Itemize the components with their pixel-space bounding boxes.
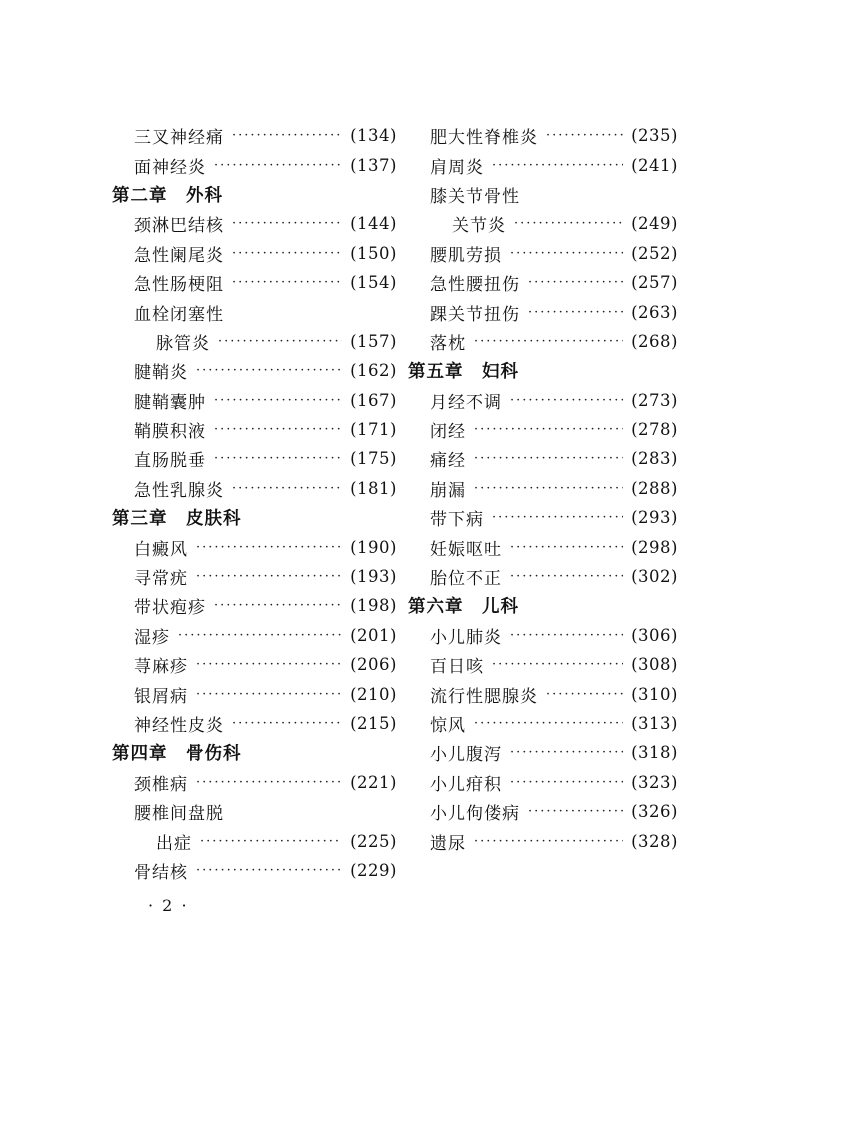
toc-entry [112,415,397,444]
toc-entry [408,562,678,591]
toc-entry [112,150,397,179]
toc-entry [112,444,397,473]
entry-page-number: (298) [631,537,678,557]
dot-leader [492,158,623,173]
entry-page-number: (249) [631,214,678,234]
entry-page-number: (201) [350,625,397,645]
dot-leader [492,510,623,525]
toc-entry [408,444,678,473]
toc-entry [112,532,397,561]
dot-leader [200,834,342,849]
entry-page-number: (308) [631,655,678,675]
entry-page-number: (162) [350,361,397,381]
entry-page-number: (154) [350,273,397,293]
dot-leader [510,745,623,760]
dot-leader [196,687,342,702]
dot-leader [546,687,623,702]
entry-page-number: (257) [631,273,678,293]
entry-page-number: (171) [350,420,397,440]
dot-leader [510,775,623,790]
toc-entry [408,768,678,797]
dot-leader [232,246,342,261]
entry-title: 腱鞘炎 [134,363,188,384]
chapter-title: 第六章 儿科 [408,597,519,618]
entry-page-number: (193) [350,567,397,587]
entry-title: 腰椎间盘脱 [134,804,224,825]
entry-page-number: (190) [350,537,397,557]
entry-page-number: (157) [350,331,397,351]
entry-title: 三叉神经痛 [134,128,224,149]
toc-entry [112,474,397,503]
entry-page-number: (328) [631,831,678,851]
entry-title: 遗尿 [430,833,466,854]
toc-entry [408,415,678,444]
toc-entry [112,650,397,679]
entry-page-number: (263) [631,302,678,322]
entry-page-number: (310) [631,684,678,704]
entry-page-number: (206) [350,655,397,675]
entry-title: 肩周炎 [430,157,484,178]
dot-leader [214,451,342,466]
dot-leader [196,775,342,790]
entry-page-number: (326) [631,802,678,822]
entry-title: 落枕 [430,333,466,354]
toc-entry [112,327,397,356]
entry-title: 肥大性脊椎炎 [430,128,538,149]
chapter-heading [112,180,397,209]
entry-page-number: (313) [631,714,678,733]
entry-title: 惊风 [430,716,466,736]
dot-leader [474,716,623,731]
entry-title: 急性阑尾炎 [134,245,224,266]
toc-entry [112,826,397,855]
entry-page-number: (137) [350,155,397,175]
chapter-title: 第二章 外科 [112,185,223,206]
entry-title: 流行性腮腺炎 [430,686,538,707]
toc-entry [408,503,678,532]
dot-leader [196,540,342,555]
entry-title: 神经性皮炎 [134,716,224,736]
entry-title: 胎位不正 [430,569,502,590]
page-number: · 2 · [148,896,189,915]
entry-title: 湿疹 [134,627,170,648]
dot-leader [214,393,342,408]
toc-entry [408,738,678,767]
entry-title: 急性乳腺炎 [134,480,224,501]
entry-title: 带下病 [430,510,484,531]
entry-title: 小儿腹泻 [430,745,502,766]
dot-leader [196,569,342,584]
toc-entry [408,797,678,826]
entry-title: 白癜风 [134,539,188,560]
entry-title: 脉管炎 [156,333,210,354]
entry-page-number: (288) [631,478,678,498]
toc-entry [408,150,678,179]
dot-leader [218,334,342,349]
entry-page-number: (323) [631,772,678,792]
entry-page-number: (225) [350,831,397,851]
dot-leader [214,422,342,437]
entry-title: 踝关节扭伤 [430,304,520,325]
entry-page-number: (278) [631,420,678,440]
toc-entry [112,209,397,238]
toc-entry [408,121,678,150]
entry-title: 血栓闭塞性 [134,304,224,325]
dot-leader [214,598,342,613]
entry-title: 小儿肺炎 [430,627,502,648]
entry-page-number: (181) [350,478,397,498]
chapter-title: 第四章 骨伤科 [112,744,242,765]
dot-leader [546,128,623,143]
entry-title: 小儿佝偻病 [430,804,520,825]
entry-page-number: (150) [350,243,397,263]
toc-entry [112,856,397,885]
toc-entry [112,562,397,591]
dot-leader [178,628,342,643]
entry-title: 直肠脱垂 [134,451,206,472]
dot-leader [474,422,623,437]
entry-title: 骨结核 [134,862,188,883]
dot-leader [232,481,342,496]
toc-entry [408,650,678,679]
dot-leader [510,393,623,408]
entry-title: 闭经 [430,422,466,443]
toc-entry [408,180,678,209]
toc-entry [408,679,678,708]
dot-leader [196,657,342,672]
entry-page-number: (283) [631,449,678,469]
toc-entry [112,768,397,797]
entry-page-number: (134) [350,126,397,146]
entry-title: 膝关节骨性 [430,186,520,207]
dot-leader [514,216,623,231]
dot-leader [232,275,342,290]
entry-title: 急性腰扭伤 [430,275,520,296]
entry-page-number: (318) [631,743,678,763]
entry-title: 颈椎病 [134,774,188,795]
entry-page-number: (229) [350,860,397,880]
entry-title: 崩漏 [430,480,466,501]
dot-leader [474,481,623,496]
entry-title: 腰肌劳损 [430,245,502,266]
dot-leader [528,275,623,290]
dot-leader [214,158,342,173]
chapter-heading [112,503,397,532]
dot-leader [510,540,623,555]
toc-entry [112,121,397,150]
dot-leader [196,863,342,878]
dot-leader [528,804,623,819]
dot-leader [196,363,342,378]
dot-leader [474,451,623,466]
chapter-heading [408,591,678,620]
entry-page-number: (175) [350,449,397,469]
entry-page-number: (235) [631,126,678,146]
entry-title: 腱鞘囊肿 [134,392,206,413]
toc-entry [112,679,397,708]
toc-entry [408,268,678,297]
entry-page-number: (293) [631,508,678,528]
entry-title: 鞘膜积液 [134,422,206,443]
entry-title: 荨麻疹 [134,657,188,678]
toc-entry [112,297,397,326]
entry-page-number: (144) [350,214,397,234]
entry-title: 面神经炎 [134,157,206,178]
dot-leader [232,216,342,231]
entry-title: 痛经 [430,451,466,472]
entry-page-number: (302) [631,567,678,587]
toc-entry [408,209,678,238]
entry-title: 月经不调 [430,392,502,413]
chapter-title: 第五章 妇科 [408,362,519,383]
entry-title: 百日咳 [430,657,484,678]
toc-entry [408,239,678,268]
toc-entry [408,532,678,561]
entry-page-number: (198) [350,596,397,616]
toc-entry [408,386,678,415]
entry-page-number: (306) [631,625,678,645]
entry-title: 颈淋巴结核 [134,216,224,237]
toc-left-column [112,121,397,885]
dot-leader [510,628,623,643]
toc-entry [408,709,678,738]
entry-page-number: (221) [350,772,397,792]
toc-entry [112,621,397,650]
dot-leader [510,569,623,584]
dot-leader [528,305,623,320]
entry-page-number: (268) [631,331,678,351]
chapter-heading [112,738,397,767]
entry-title: 小儿疳积 [430,774,502,795]
chapter-heading [408,356,678,385]
entry-title: 带状疱疹 [134,598,206,619]
toc-entry [112,239,397,268]
toc-entry [112,356,397,385]
entry-title: 急性肠梗阻 [134,275,224,296]
dot-leader [474,334,623,349]
entry-title: 关节炎 [452,216,506,237]
toc-entry [408,327,678,356]
entry-page-number: (273) [631,390,678,410]
dot-leader [510,246,623,261]
entry-title: 寻常疣 [134,569,188,590]
toc-right-column [408,121,678,856]
toc-entry [408,297,678,326]
entry-page-number: (252) [631,243,678,263]
entry-title: 银屑病 [134,686,188,707]
dot-leader [492,657,623,672]
entry-title: 出症 [156,833,192,854]
entry-page-number: (215) [350,714,397,733]
entry-page-number: (167) [350,390,397,410]
dot-leader [232,716,342,731]
toc-entry [408,474,678,503]
entry-page-number: (210) [350,684,397,704]
toc-entry [112,591,397,620]
toc-entry [408,621,678,650]
toc-entry [112,797,397,826]
entry-page-number: (241) [631,155,678,175]
dot-leader [232,128,342,143]
toc-entry [408,826,678,855]
toc-entry [112,386,397,415]
entry-title: 妊娠呕吐 [430,539,502,560]
toc-entry [112,268,397,297]
chapter-title: 第三章 皮肤科 [112,509,242,530]
dot-leader [474,834,623,849]
toc-entry [112,709,397,738]
